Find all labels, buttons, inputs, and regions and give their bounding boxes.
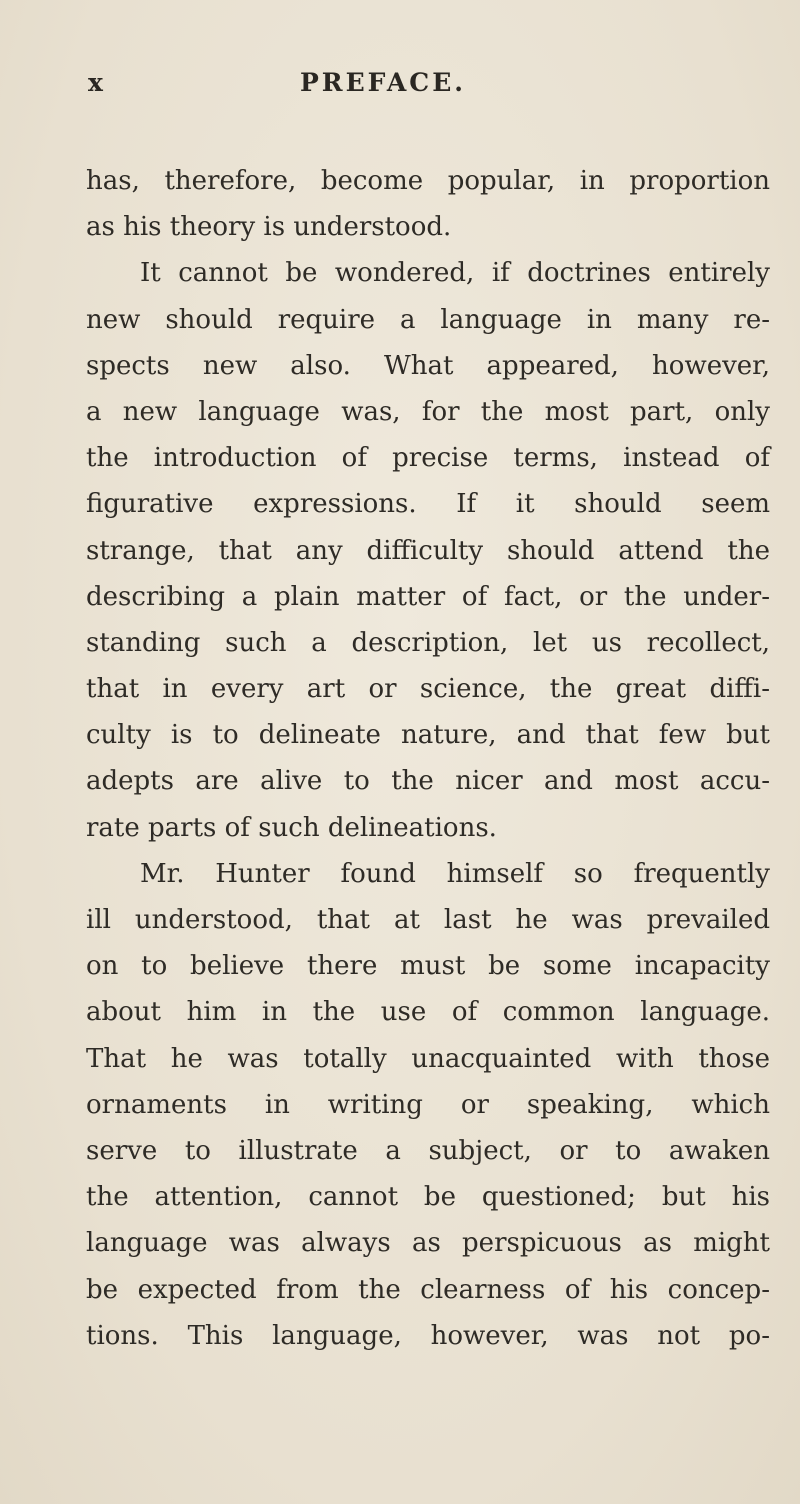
- text-line: standing such a description, let us recollect,: [86, 627, 770, 658]
- text-line: describing a plain matter of fact, or the under-: [86, 581, 770, 612]
- text-line: figurative expressions. If it should seem: [86, 489, 770, 520]
- text-line: new should require a language in many re-: [86, 304, 770, 335]
- text-line: rate parts of such delineations.: [86, 812, 497, 843]
- text-line: That he was totally unacquainted with those: [86, 1043, 770, 1074]
- text-line: on to believe there must be some incapacity: [86, 951, 770, 982]
- text-line: ill understood, that at last he was prevailed: [86, 905, 770, 935]
- text-line: language was always as perspicuous as might: [86, 1228, 770, 1259]
- text-line: the attention, cannot be questioned; but his: [86, 1182, 770, 1213]
- text-line: be expected from the clearness of his concep-: [86, 1274, 770, 1305]
- text-line: adepts are alive to the nicer and most accu-: [86, 766, 770, 797]
- text-line: ornaments in writing or speaking, which: [86, 1089, 770, 1120]
- text-line: tions. This language, however, was not po-: [86, 1320, 770, 1351]
- page-number: x: [88, 68, 104, 97]
- text-line: Mr. Hunter found himself so frequently: [140, 858, 770, 889]
- text-line: serve to illustrate a subject, or to awaken: [86, 1135, 770, 1166]
- body-text: [86, 158, 770, 1359]
- text-line: has, therefore, become popular, in proportion: [86, 166, 770, 196]
- page-header: [0, 68, 800, 108]
- text-line: that in every art or science, the great diffi-: [86, 674, 770, 705]
- text-line: spects new also. What appeared, however,: [86, 350, 770, 381]
- text-line: a new language was, for the most part, only: [86, 396, 770, 427]
- text-line: culty is to delineate nature, and that few but: [86, 720, 770, 751]
- text-line: It cannot be wondered, if doctrines entirely: [140, 258, 770, 289]
- text-line: about him in the use of common language.: [86, 997, 770, 1028]
- running-head: PREFACE.: [300, 68, 466, 97]
- text-line: as his theory is understood.: [86, 212, 452, 243]
- text-line: the introduction of precise terms, instead of: [86, 443, 770, 474]
- text-line: strange, that any difficulty should attend the: [86, 535, 770, 566]
